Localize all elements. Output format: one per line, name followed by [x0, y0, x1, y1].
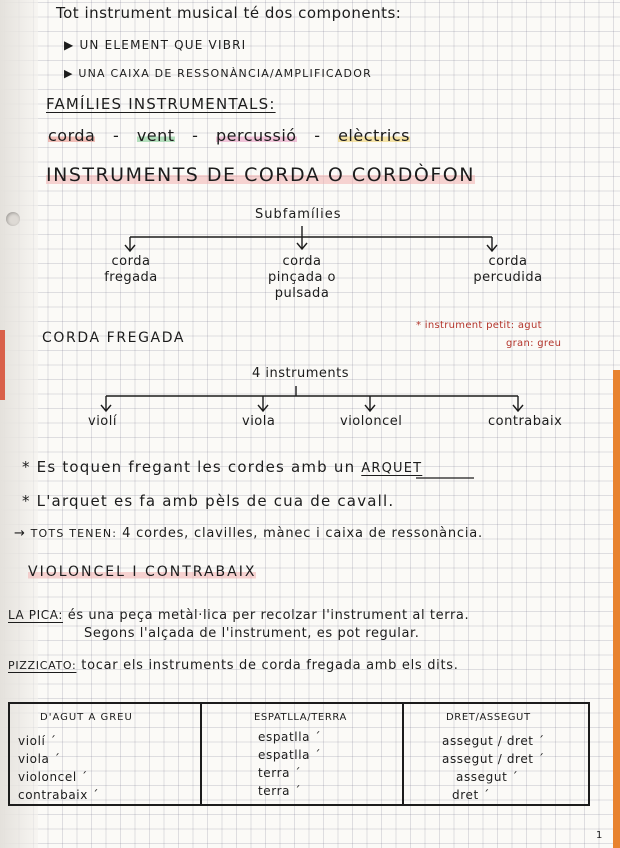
instrument-contrabaix: contrabaix — [488, 414, 563, 429]
family-electrics: elèctrics — [338, 126, 410, 145]
table-header-3: DRET/ASSEGUT — [446, 712, 531, 723]
fact-3 — [14, 526, 483, 541]
table-cell: assegut / dret ´ — [442, 752, 545, 766]
cello-title: VIOLONCEL I CONTRABAIX — [28, 564, 257, 580]
fact-1-text: Es toquen fregant les cordes amb un — [36, 458, 356, 476]
table-header-2: ESPATLLA/TERRA — [254, 712, 347, 723]
pizzicato-line — [8, 658, 459, 673]
fact-2-bullet: * — [22, 492, 31, 510]
fact-2-text: L'arquet es fa amb pèls de cua de cavall. — [36, 492, 395, 510]
table-cell: dret ´ — [452, 788, 490, 802]
page-number: 1 — [596, 830, 603, 841]
component-2: ▶ UNA CAIXA DE RESSONÀNCIA/AMPLIFICADOR — [64, 67, 372, 80]
table-col-2 — [258, 728, 321, 800]
fact-2 — [22, 492, 394, 510]
bowed-note-large: gran: greu — [506, 338, 562, 349]
fact-1 — [22, 458, 422, 476]
subfamily-percudida: corda percudida — [473, 254, 543, 285]
family-sep-3: - — [314, 126, 321, 145]
table-cell: assegut ´ — [456, 770, 519, 784]
instrument-viola: viola — [242, 414, 276, 429]
table-divider-1 — [200, 704, 202, 804]
instrument-violi: violí — [88, 414, 117, 429]
fact-1-emphasis: ARQUET — [361, 461, 423, 476]
bowed-note-small: * instrument petit: agut — [416, 320, 542, 331]
comparison-table — [8, 702, 590, 806]
string-instruments-title: INSTRUMENTS DE CORDA O CORDÒFON — [46, 164, 475, 186]
pica-text-1: és una peça metàl·lica per recolzar l'instrument al terra. — [67, 608, 470, 623]
family-sep-2: - — [192, 126, 199, 145]
table-cell: assegut / dret ´ — [442, 734, 545, 748]
families-title: FAMÍLIES INSTRUMENTALS: — [46, 95, 276, 113]
pica-label: LA PICA: — [8, 608, 63, 622]
fact-3-label: TOTS TENEN: — [30, 527, 118, 540]
instrument-violoncel: violoncel — [340, 414, 403, 429]
family-percussio: percussió — [216, 126, 297, 145]
table-cell: viola ´ — [18, 752, 61, 766]
pizzicato-text: tocar els instruments de corda fregada amb els dits. — [81, 658, 459, 673]
bowed-title: CORDA FREGADA — [42, 330, 186, 346]
fact-3-text: 4 cordes, clavilles, mànec i caixa de ressonància. — [122, 526, 483, 541]
pizzicato-label: PIZZICATO: — [8, 659, 77, 672]
table-cell: terra ´ — [258, 766, 302, 780]
instrument-count: 4 instruments — [252, 366, 349, 381]
table-col-1 — [18, 732, 99, 804]
fact-3-bullet: → — [14, 526, 26, 541]
family-sep-1: - — [112, 126, 120, 145]
subfamily-fregada: corda fregada — [104, 254, 158, 285]
table-header-1: D'AGUT A GREU — [40, 712, 133, 723]
pica-line — [8, 608, 469, 623]
component-1-text: UN ELEMENT QUE VIBRI — [79, 38, 247, 52]
table-cell: espatlla ´ — [258, 748, 322, 762]
table-cell: violí ´ — [18, 734, 57, 748]
component-2-text: UNA CAIXA DE RESSONÀNCIA/AMPLIFICADOR — [78, 67, 372, 80]
table-cell: espatlla ´ — [258, 730, 322, 744]
pica-text-2: Segons l'alçada de l'instrument, es pot regular. — [84, 626, 420, 641]
table-col-3 — [442, 732, 545, 804]
table-cell: contrabaix ´ — [18, 788, 99, 802]
family-corda: corda — [48, 126, 96, 145]
subfamilies-label: Subfamílies — [255, 207, 342, 222]
component-1: ▶ UN ELEMENT QUE VIBRI — [64, 38, 247, 52]
table-divider-2 — [402, 704, 404, 804]
table-cell: violoncel ´ — [18, 770, 88, 784]
fact-1-bullet: * — [22, 458, 31, 476]
table-cell: terra ´ — [258, 784, 302, 798]
subfamily-pincada: corda pinçada o pulsada — [267, 254, 337, 301]
family-vent: vent — [136, 126, 175, 145]
intro-line: Tot instrument musical té dos components: — [56, 4, 402, 22]
